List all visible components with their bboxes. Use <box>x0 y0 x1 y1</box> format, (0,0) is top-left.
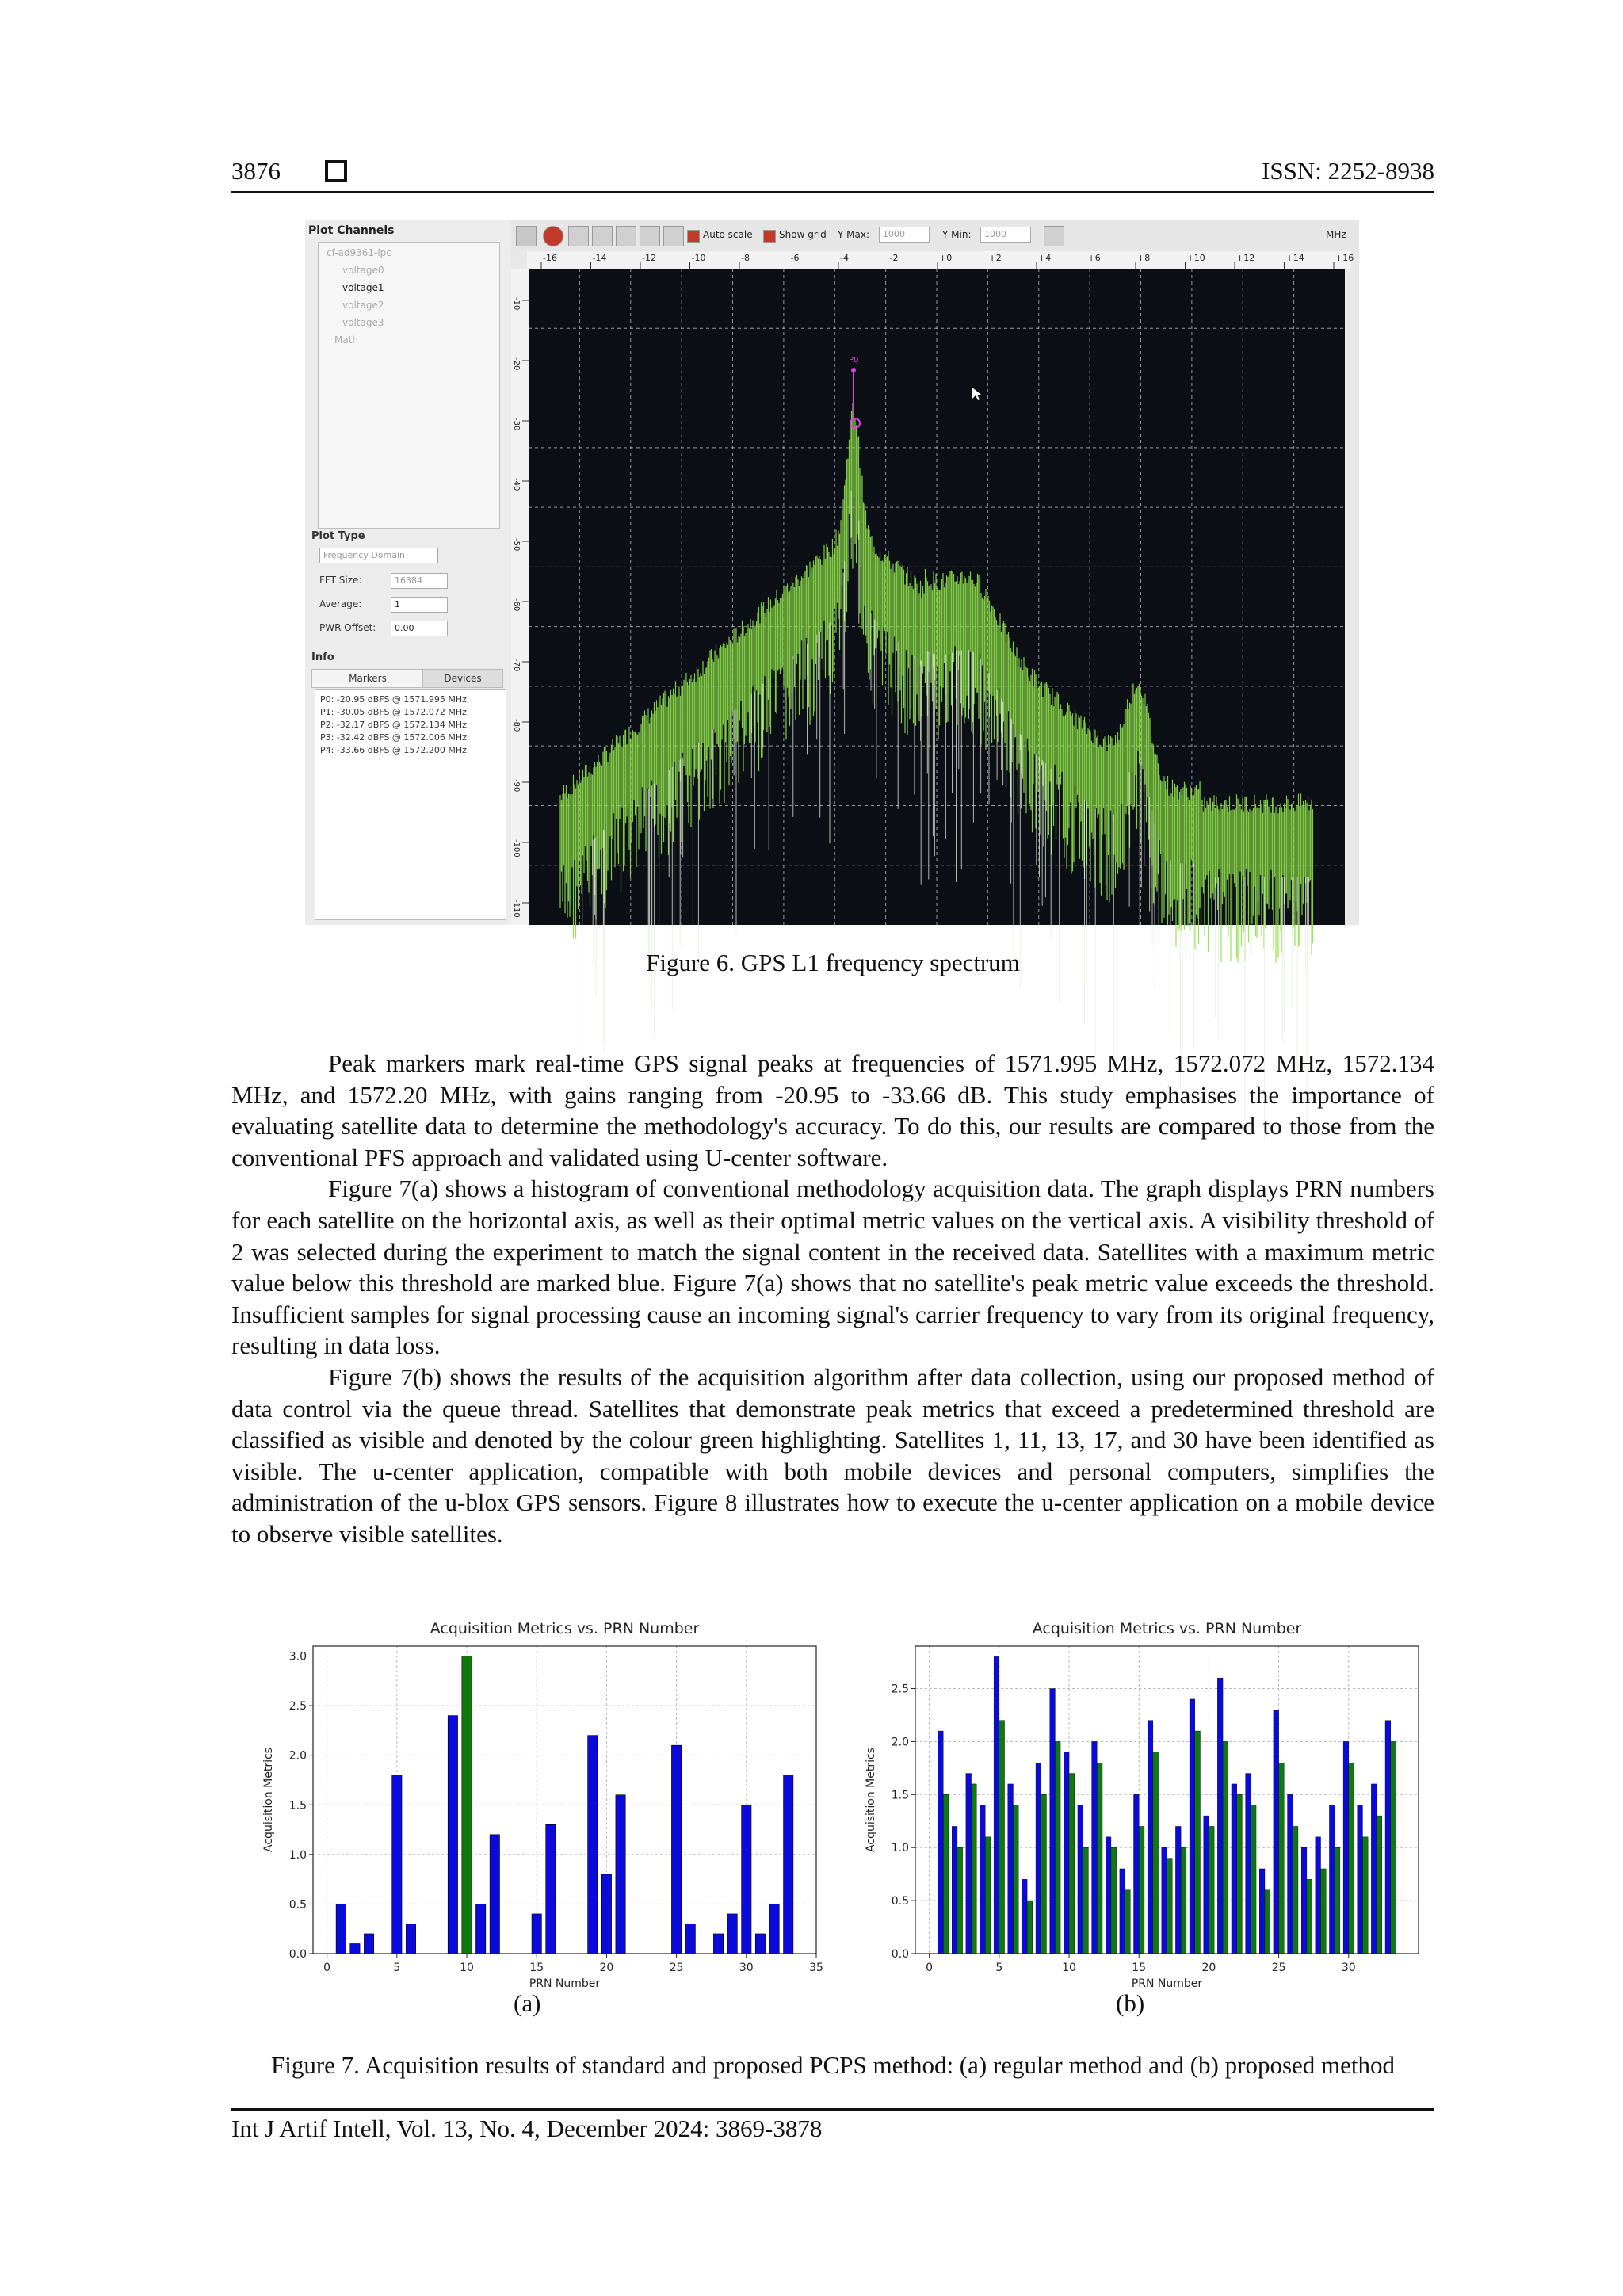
x-axis-label: PRN Number <box>529 1977 601 1990</box>
bar <box>1204 1816 1209 1954</box>
bar <box>532 1914 541 1954</box>
pwr-offset-label: PWR Offset: <box>319 622 376 633</box>
figure-7-caption: Figure 7. Acquisition results of standard and proposed PCPS method: (a) regular method and (b) proposed method <box>270 2051 1396 2079</box>
figure-6-caption: Figure 6. GPS L1 frequency spectrum <box>646 949 1020 976</box>
x-tick-label: 35 <box>809 1962 823 1974</box>
bar <box>1092 1741 1098 1954</box>
bar <box>1246 1774 1251 1954</box>
chart-a <box>238 1613 824 1993</box>
x-tick-label: 0 <box>323 1962 331 1974</box>
y-tick-label: -30 <box>512 418 521 431</box>
channel-tree <box>318 242 500 529</box>
bar <box>1232 1784 1237 1954</box>
bar <box>1301 1847 1307 1954</box>
y-min-input[interactable]: 1000 <box>980 227 1031 243</box>
show-grid-checkbox[interactable] <box>763 230 776 243</box>
zoom-icon[interactable] <box>592 226 613 246</box>
bar <box>1349 1763 1354 1954</box>
plot-type-select[interactable]: Frequency Domain <box>319 548 438 563</box>
bar <box>1008 1784 1014 1954</box>
bar <box>1259 1869 1265 1954</box>
x-tick-label: 30 <box>1341 1962 1356 1974</box>
bar <box>784 1775 793 1954</box>
bar <box>392 1775 402 1954</box>
chart-title: Acquisition Metrics vs. PRN Number <box>1032 1620 1302 1637</box>
bar <box>601 1874 611 1954</box>
chart-b-svg <box>840 1613 1426 1993</box>
tree-channel-1[interactable]: voltage1 <box>342 282 384 293</box>
bar <box>938 1731 944 1954</box>
bar <box>985 1837 991 1954</box>
bar <box>1391 1741 1396 1954</box>
x-tick-label: 0 <box>926 1962 934 1974</box>
y-tick-label: -70 <box>512 659 521 672</box>
bar <box>1111 1847 1117 1954</box>
bar <box>1190 1699 1195 1954</box>
y-tick-label: -100 <box>512 839 521 858</box>
tab-devices[interactable]: Devices <box>422 669 503 688</box>
y-tick-label: 1.5 <box>891 1789 909 1802</box>
bar <box>1050 1689 1056 1954</box>
bar <box>336 1904 346 1954</box>
y-tick-label: -20 <box>512 357 521 371</box>
x-tick-label: 10 <box>1062 1962 1076 1974</box>
power-ruler-svg <box>511 269 529 925</box>
bar <box>1027 1901 1033 1954</box>
chart-title: Acquisition Metrics vs. PRN Number <box>430 1620 700 1637</box>
bar <box>1064 1752 1069 1954</box>
x-tick-label: 25 <box>1271 1962 1286 1974</box>
cursor-icon <box>972 388 981 400</box>
bar <box>1377 1816 1382 1954</box>
bar <box>966 1774 972 1954</box>
subfigure-label-a: (a) <box>514 1989 541 2017</box>
tree-math[interactable]: Math <box>334 334 359 346</box>
y-max-label: Y Max: <box>838 229 869 240</box>
bar <box>1013 1805 1018 1954</box>
fft-size-input[interactable]: 16384 <box>391 573 448 589</box>
bar <box>1125 1890 1131 1954</box>
x-tick-label: 15 <box>529 1962 544 1974</box>
bar <box>685 1924 695 1954</box>
info-tabs <box>311 669 502 686</box>
plot-frame <box>313 1646 816 1954</box>
bar <box>1162 1847 1167 1954</box>
y-tick-label: -40 <box>512 478 521 491</box>
plot-toolbar <box>511 220 1359 251</box>
y-tick-label: 2.0 <box>891 1736 909 1749</box>
y-axis-label: Acquisition Metrics <box>865 1748 877 1852</box>
spectrum-plot[interactable] <box>529 269 1345 925</box>
x-tick-label: 20 <box>599 1962 614 1974</box>
save-icon[interactable] <box>616 226 636 246</box>
bar <box>1288 1794 1293 1954</box>
bar <box>994 1656 999 1954</box>
issn: ISSN: 2252-8938 <box>1262 157 1434 185</box>
x-tick-label: -14 <box>592 253 607 263</box>
bar <box>462 1656 472 1954</box>
bar <box>1343 1741 1349 1954</box>
tab-markers[interactable]: Markers <box>311 669 424 688</box>
bar <box>980 1805 985 1954</box>
marker-p3: P3: -32.42 dBFS @ 1572.006 MHz <box>320 732 467 743</box>
page-header <box>231 157 1434 193</box>
average-label: Average: <box>319 598 362 609</box>
plot-channels-title: Plot Channels <box>308 224 395 237</box>
print-icon[interactable] <box>640 226 660 246</box>
y-min-label: Y Min: <box>942 229 972 240</box>
marker-p1: P1: -30.05 dBFS @ 1572.072 MHz <box>320 707 467 717</box>
bar <box>1329 1805 1335 1954</box>
screen-icon[interactable] <box>663 226 684 246</box>
bar <box>671 1745 681 1954</box>
y-tick-label: 3.0 <box>288 1650 307 1664</box>
bar <box>1335 1847 1340 1954</box>
chart-a-svg <box>238 1613 824 1993</box>
y-tick-label: 0.5 <box>891 1895 909 1908</box>
y-tick-label: 1.5 <box>288 1799 307 1813</box>
bar <box>943 1794 949 1954</box>
y-tick-label: 1.0 <box>891 1842 909 1855</box>
y-axis-label: Acquisition Metrics <box>262 1748 275 1852</box>
y-tick-label: -80 <box>512 719 521 732</box>
bar <box>1083 1847 1089 1954</box>
power-ruler <box>511 269 529 925</box>
markers-list <box>315 689 506 920</box>
show-grid-label: Show grid <box>779 229 827 240</box>
x-tick-label: +10 <box>1186 253 1205 263</box>
page-number: 3876 <box>231 157 281 185</box>
bar <box>727 1914 737 1954</box>
bar <box>1167 1859 1173 1954</box>
y-tick-label: -60 <box>512 598 521 612</box>
bar <box>1097 1763 1102 1954</box>
bar <box>1181 1847 1186 1954</box>
tree-channel-0[interactable]: voltage0 <box>342 265 384 276</box>
bar <box>1307 1879 1312 1954</box>
x-tick-label: +4 <box>1038 253 1052 263</box>
bar <box>957 1847 963 1954</box>
marker-p0: P0: -20.95 dBFS @ 1571.995 MHz <box>320 694 467 705</box>
bar <box>1385 1721 1391 1954</box>
bar <box>1293 1826 1298 1954</box>
bar <box>475 1904 485 1954</box>
y-tick-label: -10 <box>512 297 521 311</box>
x-tick-label: 30 <box>739 1962 754 1974</box>
y-tick-label: 0.0 <box>891 1948 909 1961</box>
y-tick-label: -110 <box>512 900 521 918</box>
bar <box>1041 1794 1047 1954</box>
peak-marker-dot <box>851 368 856 372</box>
x-tick-label: 5 <box>393 1962 401 1974</box>
y-tick-label: 2.5 <box>891 1683 909 1696</box>
bar <box>769 1904 779 1954</box>
bar <box>952 1826 957 1954</box>
x-tick-label: +14 <box>1285 253 1304 263</box>
x-tick-label: 5 <box>995 1962 1003 1974</box>
y-tick-label: 2.5 <box>288 1700 307 1713</box>
footer-citation: Int J Artif Intell, Vol. 13, No. 4, December 2024: 3869-3878 <box>231 2115 823 2142</box>
fft-size-label: FFT Size: <box>319 575 362 586</box>
bar <box>1321 1869 1327 1954</box>
x-tick-label: -4 <box>840 253 849 263</box>
footer-rule <box>231 2108 1434 2111</box>
y-tick-label: 0.5 <box>288 1898 307 1912</box>
x-tick-label: -8 <box>741 253 750 263</box>
average-input[interactable]: 1 <box>391 597 448 613</box>
x-axis-label: PRN Number <box>1131 1977 1203 1990</box>
tree-channel-3[interactable]: voltage3 <box>342 317 384 328</box>
bar <box>713 1934 723 1954</box>
bar <box>1251 1805 1256 1954</box>
bar <box>1055 1741 1060 1954</box>
bar <box>1316 1837 1321 1954</box>
unit-label: MHz <box>1326 229 1346 240</box>
x-tick-label: -16 <box>543 253 557 263</box>
bar <box>1274 1710 1279 1954</box>
y-max-input[interactable]: 1000 <box>879 227 930 243</box>
marker-p4: P4: -33.66 dBFS @ 1572.200 MHz <box>320 745 467 755</box>
bar <box>1069 1774 1075 1954</box>
bar <box>1195 1731 1201 1954</box>
bar <box>1279 1763 1285 1954</box>
bar <box>1134 1794 1140 1954</box>
bar <box>1223 1741 1228 1954</box>
bar <box>755 1934 765 1954</box>
bar <box>1237 1794 1243 1954</box>
bar <box>1175 1826 1181 1954</box>
tree-device[interactable]: cf-ad9361-lpc <box>327 247 391 258</box>
stop-icon[interactable] <box>543 226 563 246</box>
bar <box>742 1805 751 1954</box>
bar <box>1265 1890 1270 1954</box>
y-tick-label: -50 <box>512 538 521 552</box>
bar <box>546 1824 556 1954</box>
figure-6-screenshot <box>305 220 1359 925</box>
x-tick-label: 25 <box>669 1962 684 1974</box>
play-icon[interactable] <box>516 226 537 246</box>
bar <box>1209 1826 1214 1954</box>
bar <box>1148 1721 1153 1954</box>
x-tick-label: +2 <box>988 253 1002 263</box>
bar <box>999 1721 1005 1954</box>
frequency-ruler <box>527 251 1354 269</box>
x-tick-label: 15 <box>1132 1962 1147 1974</box>
bar <box>1153 1752 1159 1954</box>
x-tick-label: +6 <box>1087 253 1101 263</box>
bar <box>1036 1763 1041 1954</box>
bar <box>1120 1869 1125 1954</box>
paragraph-2: Figure 7(a) shows a histogram of conventional methodology acquisition data. The graph displays PRN numbers for each satellite on the horizontal axis, as well as their optimal metric values on the vertical axis. A visibility threshold of 2 was selected during the experiment to match the signal content in the received data. Satellites with a maximum metric value below this threshold are marked blue. Figure 7(a) shows that no satellite's peak metric value exceeds the threshold. Insufficient samples for signal processing cause an incoming signal's carrier frequency to vary from its original frequency, resulting in data loss. <box>231 1175 1434 1360</box>
settings-icon[interactable] <box>1044 226 1064 246</box>
spectrum-svg <box>529 269 1345 925</box>
bar <box>616 1795 625 1954</box>
bar <box>364 1934 373 1954</box>
bar <box>1106 1837 1111 1954</box>
x-tick-label: -6 <box>790 253 800 263</box>
y-tick-label: -90 <box>512 779 521 793</box>
bar <box>1358 1805 1363 1954</box>
body-text <box>231 1048 1434 1550</box>
bar <box>1217 1678 1223 1954</box>
bar <box>448 1716 457 1954</box>
bar <box>1371 1784 1377 1954</box>
frequency-ruler-svg <box>527 251 1354 269</box>
tree-channel-2[interactable]: voltage2 <box>342 300 384 311</box>
paragraph-1: Peak markers mark real-time GPS signal peaks at frequencies of 1571.995 MHz, 1572.072 MHz, 1572.134 MHz, and 1572.20 MHz, with gains ranging from -20.95 to -33.66 dB. This study emphasises the importance of evaluating satellite data to determine the methodology's accuracy. To do this, our results are compared to those from the conventional PFS approach and validated using U-center software. <box>231 1049 1434 1171</box>
bar <box>1362 1837 1368 1954</box>
pwr-offset-input[interactable]: 0.00 <box>391 621 448 636</box>
y-tick-label: 0.0 <box>288 1948 307 1961</box>
paragraph-3: Figure 7(b) shows the results of the acquisition algorithm after data collection, using our proposed method of data control via the queue thread. Satellites that demonstrate peak metrics that exceed a predetermined threshold are classified as visible and denoted by the colour green highlighting. Satellites 1, 11, 13, 17, and 30 have been identified as visible. The u-center application, compatible with both mobile devices and personal computers, simplifies the administration of the u-blox GPS sensors. Figure 8 illustrates how to execute the u-center application on a mobile device to observe visible satellites. <box>231 1362 1434 1548</box>
auto-scale-label: Auto scale <box>703 229 753 240</box>
bar <box>972 1784 977 1954</box>
bar <box>406 1924 415 1954</box>
bar <box>1139 1826 1144 1954</box>
bar <box>1078 1805 1083 1954</box>
bar <box>350 1943 360 1954</box>
x-tick-label: -10 <box>691 253 706 263</box>
header-rule <box>231 191 1434 193</box>
x-tick-label: +12 <box>1236 253 1255 263</box>
peak-marker-label: P0 <box>849 356 859 365</box>
info-title: Info <box>311 651 334 663</box>
x-tick-label: +16 <box>1335 253 1354 263</box>
x-tick-label: +8 <box>1137 253 1151 263</box>
x-tick-label: -2 <box>889 253 899 263</box>
y-tick-label: 2.0 <box>288 1749 307 1763</box>
single-shot-icon[interactable] <box>568 226 589 246</box>
x-tick-label: -12 <box>642 253 656 263</box>
subfigure-label-b: (b) <box>1116 1989 1145 2017</box>
x-tick-label: +0 <box>939 253 953 263</box>
bar <box>588 1736 598 1954</box>
plot-type-title: Plot Type <box>311 530 365 542</box>
bar <box>1022 1879 1027 1954</box>
x-tick-label: 10 <box>460 1962 474 1974</box>
y-tick-label: 1.0 <box>288 1848 307 1862</box>
chart-b <box>840 1613 1426 1993</box>
left-panel <box>305 220 511 925</box>
auto-scale-checkbox[interactable] <box>687 230 700 243</box>
bar <box>490 1835 499 1954</box>
square-icon <box>325 160 347 182</box>
marker-p2: P2: -32.17 dBFS @ 1572.134 MHz <box>320 720 467 730</box>
x-tick-label: 20 <box>1201 1962 1216 1974</box>
